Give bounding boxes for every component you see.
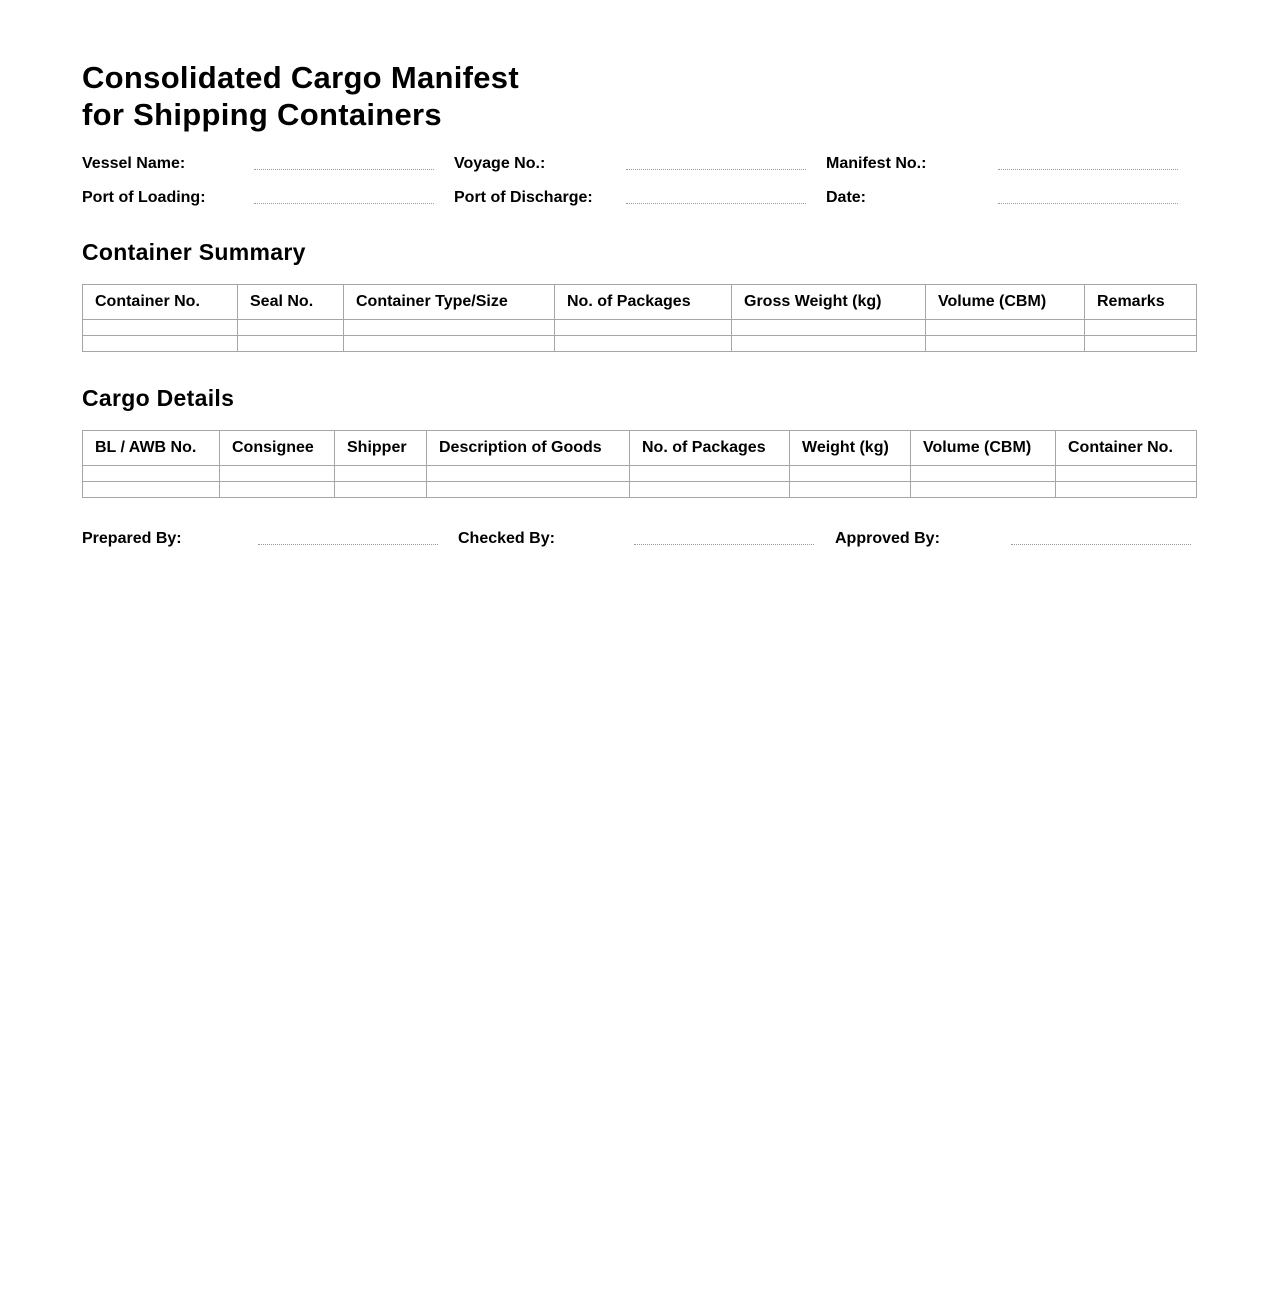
table-cell[interactable] — [220, 482, 335, 498]
table-cell[interactable] — [1056, 466, 1197, 482]
date-label: Date: — [826, 189, 867, 206]
table-header-row — [83, 285, 1197, 320]
date-input[interactable] — [998, 203, 1178, 204]
vessel-name-label: Vessel Name: — [82, 155, 186, 172]
table-cell[interactable] — [83, 466, 220, 482]
table-cell[interactable] — [630, 466, 790, 482]
manifest-no-input[interactable] — [998, 169, 1178, 170]
table-header-row — [83, 431, 1197, 466]
table-cell[interactable] — [83, 320, 238, 336]
header-row-1 — [82, 154, 1196, 188]
table-cell[interactable] — [427, 482, 630, 498]
table-cell[interactable] — [630, 482, 790, 498]
table-cell[interactable] — [344, 320, 555, 336]
table-cell[interactable] — [732, 336, 926, 352]
checked-by-input[interactable] — [634, 544, 814, 545]
header-fields — [82, 154, 1196, 222]
signature-section — [82, 529, 1196, 553]
table-cell[interactable] — [911, 482, 1056, 498]
column-header: Container No. — [1056, 431, 1197, 466]
table-cell[interactable] — [83, 336, 238, 352]
cargo-details-heading: Cargo Details — [82, 385, 235, 411]
table-cell[interactable] — [335, 482, 427, 498]
table-cell[interactable] — [732, 320, 926, 336]
title-line-2: for Shipping Containers — [82, 97, 442, 132]
prepared-by-input[interactable] — [258, 544, 438, 545]
voyage-no-input[interactable] — [626, 169, 806, 170]
table-cell[interactable] — [790, 482, 911, 498]
table-cell[interactable] — [555, 320, 732, 336]
prepared-by-field — [82, 529, 438, 553]
title-line-1: Consolidated Cargo Manifest — [82, 60, 519, 95]
column-header: Remarks — [1085, 285, 1197, 320]
approved-by-field — [835, 529, 1191, 553]
table-cell[interactable] — [790, 466, 911, 482]
prepared-by-label: Prepared By: — [82, 530, 182, 547]
table-cell[interactable] — [344, 336, 555, 352]
column-header: No. of Packages — [630, 431, 790, 466]
port-of-loading-input[interactable] — [254, 203, 434, 204]
voyage-no-field — [454, 154, 806, 178]
cargo-details-table — [82, 430, 1197, 498]
table-row — [83, 466, 1197, 482]
port-of-discharge-field — [454, 188, 806, 212]
container-summary-heading: Container Summary — [82, 239, 306, 265]
column-header: Volume (CBM) — [926, 285, 1085, 320]
column-header: No. of Packages — [555, 285, 732, 320]
table-cell[interactable] — [1085, 336, 1197, 352]
table-cell[interactable] — [911, 466, 1056, 482]
table-row — [83, 482, 1197, 498]
vessel-name-input[interactable] — [254, 169, 434, 170]
manifest-no-label: Manifest No.: — [826, 155, 927, 172]
table-row — [83, 336, 1197, 352]
table-cell[interactable] — [238, 336, 344, 352]
manifest-no-field — [826, 154, 1178, 178]
column-header: Description of Goods — [427, 431, 630, 466]
column-header: Volume (CBM) — [911, 431, 1056, 466]
table-cell[interactable] — [238, 320, 344, 336]
table-cell[interactable] — [926, 336, 1085, 352]
table-row — [83, 320, 1197, 336]
table-cell[interactable] — [555, 336, 732, 352]
table-cell[interactable] — [1085, 320, 1197, 336]
port-of-discharge-input[interactable] — [626, 203, 806, 204]
vessel-name-field — [82, 154, 434, 178]
approved-by-input[interactable] — [1011, 544, 1191, 545]
column-header: BL / AWB No. — [83, 431, 220, 466]
table-cell[interactable] — [83, 482, 220, 498]
checked-by-field — [458, 529, 814, 553]
table-cell[interactable] — [427, 466, 630, 482]
port-of-loading-label: Port of Loading: — [82, 189, 206, 206]
column-header: Weight (kg) — [790, 431, 911, 466]
page-title — [82, 59, 519, 133]
header-row-2 — [82, 188, 1196, 222]
voyage-no-label: Voyage No.: — [454, 155, 546, 172]
port-of-loading-field — [82, 188, 434, 212]
table-cell[interactable] — [335, 466, 427, 482]
port-of-discharge-label: Port of Discharge: — [454, 189, 593, 206]
approved-by-label: Approved By: — [835, 530, 940, 547]
container-summary-table — [82, 284, 1197, 352]
column-header: Consignee — [220, 431, 335, 466]
column-header: Container No. — [83, 285, 238, 320]
column-header: Container Type/Size — [344, 285, 555, 320]
table-cell[interactable] — [220, 466, 335, 482]
table-cell[interactable] — [926, 320, 1085, 336]
date-field — [826, 188, 1178, 212]
checked-by-label: Checked By: — [458, 530, 555, 547]
column-header: Shipper — [335, 431, 427, 466]
column-header: Gross Weight (kg) — [732, 285, 926, 320]
column-header: Seal No. — [238, 285, 344, 320]
table-cell[interactable] — [1056, 482, 1197, 498]
